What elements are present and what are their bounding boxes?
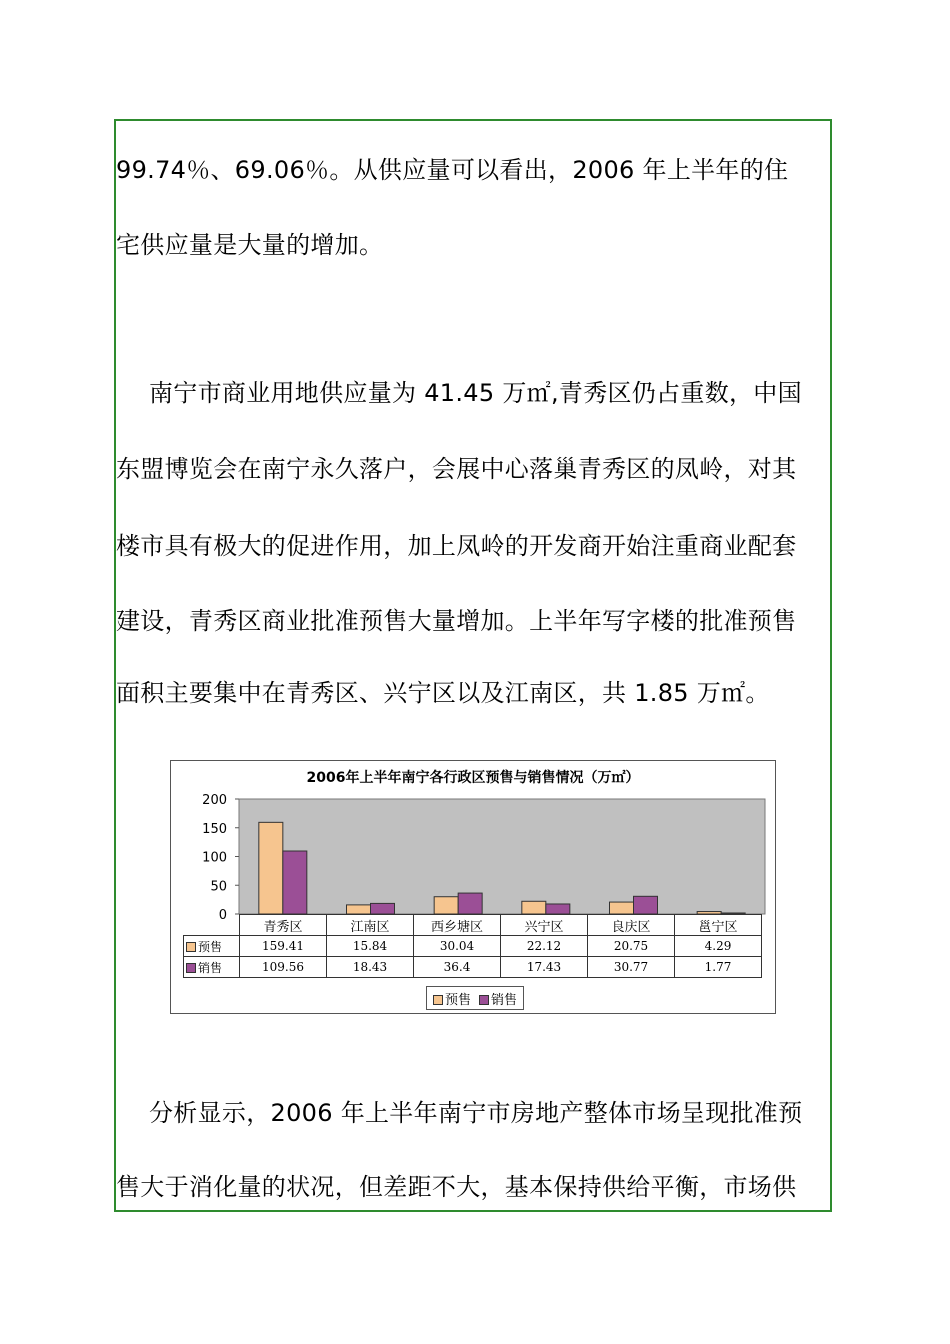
table-cell: 17.43 (501, 957, 588, 978)
paragraph-3-line-2: 售大于消化量的状况，但差距不大，基本保持供给平衡，市场供 (116, 1173, 797, 1201)
table-cell: 36.4 (414, 957, 501, 978)
paragraph-1-line-2: 宅供应量是大量的增加。 (116, 231, 384, 259)
table-category: 邕宁区 (675, 915, 762, 936)
table-row-sales (184, 957, 762, 978)
sales-label: 销售 (198, 960, 223, 975)
table-cell: 30.77 (588, 957, 675, 978)
table-series-label (184, 957, 240, 978)
table-cell: 22.12 (501, 936, 588, 957)
y-tick-label: 50 (210, 879, 227, 895)
paragraph-3-line-1: 分析显示，2006 年上半年南宁市房地产整体市场呈现批准预 (149, 1099, 803, 1127)
table-cell: 30.04 (414, 936, 501, 957)
table-cell: 18.43 (327, 957, 414, 978)
table-header-row (184, 915, 762, 936)
table-cell: 109.56 (240, 957, 327, 978)
presale-label: 预售 (198, 939, 223, 954)
table-row-presale (184, 936, 762, 957)
table-category: 兴宁区 (501, 915, 588, 936)
legend-item-sales (479, 989, 517, 1008)
bar-presale (434, 897, 458, 914)
bar-sales (371, 903, 395, 914)
bar-sales (458, 893, 482, 914)
legend-presale-swatch (433, 995, 443, 1005)
table-cell: 4.29 (675, 936, 762, 957)
plot-area (239, 799, 765, 914)
table-cell: 20.75 (588, 936, 675, 957)
y-tick-label: 200 (202, 793, 227, 808)
table-cell: 15.84 (327, 936, 414, 957)
y-tick-label: 0 (218, 908, 227, 923)
table-cell: 159.41 (240, 936, 327, 957)
paragraph-2-line-2: 东盟博览会在南宁永久落户，会展中心落巢青秀区的凤岭，对其 (116, 455, 797, 483)
paragraph-2-line-4: 建设，青秀区商业批准预售大量增加。上半年写字楼的批准预售 (116, 607, 797, 635)
table-corner (184, 915, 240, 936)
chart-title: 2006年上半年南宁各行政区预售与销售情况（万㎡） (306, 770, 640, 786)
legend-item-presale (433, 989, 471, 1008)
table-series-label (184, 936, 240, 957)
presale-swatch (186, 942, 196, 952)
table-cell: 1.77 (675, 957, 762, 978)
bar-presale (347, 905, 371, 914)
paragraph-2-line-5: 面积主要集中在青秀区、兴宁区以及江南区，共 1.85 万㎡。 (116, 679, 770, 707)
sales-swatch (186, 963, 196, 973)
table-category: 青秀区 (240, 915, 327, 936)
bar-sales (546, 904, 570, 914)
chart-data-table (183, 914, 762, 978)
table-category: 江南区 (327, 915, 414, 936)
bar-presale (259, 822, 283, 914)
chart-legend (426, 986, 524, 1010)
table-category: 良庆区 (588, 915, 675, 936)
paragraph-3-line-1-wrap (116, 1098, 832, 1128)
legend-presale-label: 预售 (445, 992, 472, 1008)
paragraph-2-line-3: 楼市具有极大的促进作用，加上凤岭的开发商开始注重商业配套 (116, 532, 797, 560)
bar-sales (283, 851, 307, 914)
bar-presale (610, 902, 634, 914)
y-tick-label: 100 (202, 850, 227, 866)
paragraph-2-line-1: 南宁市商业用地供应量为 41.45 万㎡,青秀区仍占重数，中国 (149, 379, 802, 407)
y-tick-label: 150 (202, 821, 227, 837)
bar-sales (634, 896, 658, 914)
table-category: 西乡塘区 (414, 915, 501, 936)
paragraph-1-line-1: 99.74％、69.06％。从供应量可以看出，2006 年上半年的住 (116, 156, 789, 184)
legend-sales-swatch (479, 995, 489, 1005)
bar-presale (522, 901, 546, 914)
legend-sales-label: 销售 (491, 992, 518, 1008)
